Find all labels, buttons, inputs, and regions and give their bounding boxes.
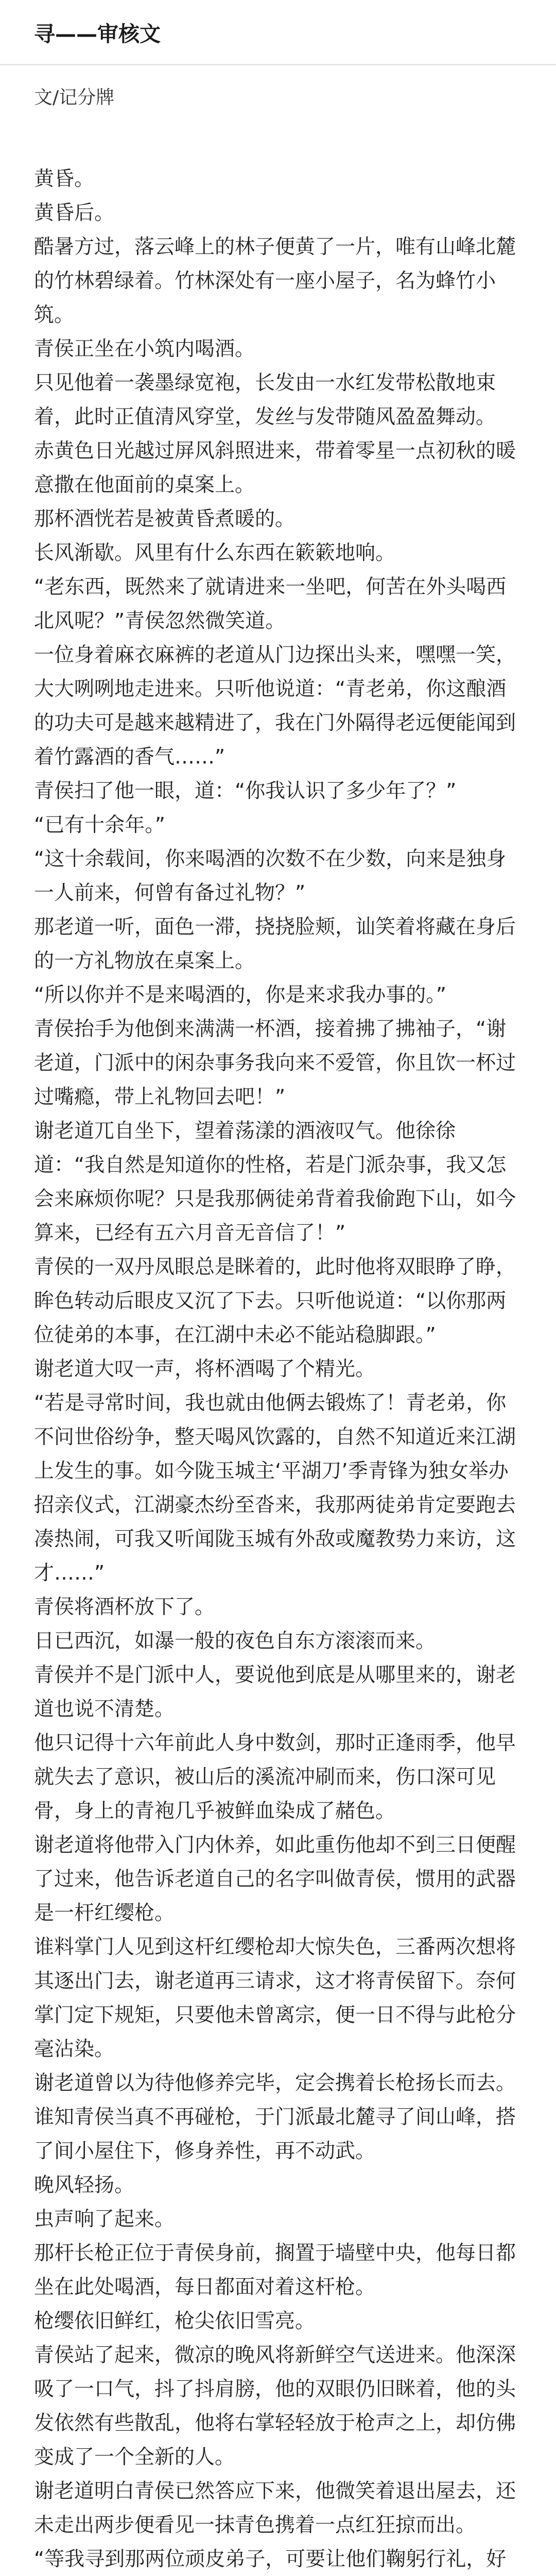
article-title: 寻——审核文 (34, 21, 161, 46)
article-paragraph: “所以你并不是来喝酒的，你是来求我办事的。” (34, 984, 446, 1007)
article-paragraph: 只见他着一袭墨绿宽袍，长发由一水红发带松散地束着，此时正值清风穿堂，发丝与发带随风盈盈舞动。 (34, 371, 496, 429)
article-paragraph: 日已西沉，如瀑一般的夜色自东方滚滚而来。 (34, 1630, 436, 1653)
article-paragraph: 青侯并不是门派中人，要说他到底是从哪里来的，谢老道也说不清楚。 (34, 1664, 516, 1721)
article-paragraph: 酷暑方过，落云峰上的林子便黄了一片，唯有山峰北麓的竹林碧绿着。竹林深处有一座小屋子，名为蜂竹小筑。 (34, 235, 516, 327)
article-paragraph: 他只记得十六年前此人身中数剑，那时正逢雨季，他早就失去了意识，被山后的溪流冲刷而来，伤口深可见骨，身上的青袍几乎被鲜血染成了赭色。 (34, 1732, 516, 1823)
article-paragraph: “等我寻到那两位顽皮弟子，可要让他们鞠躬行礼，好 (34, 2548, 507, 2571)
author-byline: 文/记分牌 (34, 87, 115, 108)
article-paragraph: “若是寻常时间，我也就由他俩去锻炼了！青老弟，你不问世俗纷争，整天喝风饮露的，自然不知道近来江湖上发生的事。如今陇玉城主‘平湖刀’季青锋为独女举办招亲仪式，江湖豪杰纷至沓来，我那两徒弟肯定要跑去凑热闹，可我又听闻陇玉城有外敌或魔教势力来访，这才……” (34, 1392, 516, 1585)
article-paragraph: 那杯酒恍若是被黄昏煮暖的。 (34, 507, 296, 531)
article-paragraph: 虫声响了起来。 (34, 2208, 175, 2231)
article-paragraph: 谢老道明白青侯已然答应下来，他微笑着退出屋去，还未走出两步便看见一抹青色携着一点红狂掠而出。 (34, 2480, 516, 2537)
article-paragraph: 那老道一听，面色一滞，挠挠脸颊，讪笑着将藏在身后的一方礼物放在桌案上。 (34, 916, 516, 973)
article-paragraph: 青侯的一双丹凤眼总是眯着的，此时他将双眼睁了睁，眸色转动后眼皮又沉了下去。只听他说道：“以你那两位徒弟的本事，在江湖中未必不能站稳脚跟。” (34, 1256, 516, 1347)
article-paragraph: 赤黄色日光越过屏风斜照进来，带着零星一点初秋的暖意撒在他面前的桌案上。 (34, 439, 516, 497)
article-paragraph: 晚风轻扬。 (34, 2174, 135, 2197)
article-paragraph: 青侯扫了他一眼，道：“你我认识了多少年了？” (34, 779, 457, 803)
article-paragraph: 青侯将酒杯放下了。 (34, 1596, 215, 1619)
article-paragraph: “这十余载间，你来喝酒的次数不在少数，向来是独身一人前来，何曾有备过礼物？” (34, 848, 507, 905)
article-paragraph: “老东西，既然来了就请进来一坐吧，何苦在外头喝西北风呢？”青侯忽然微笑道。 (34, 575, 507, 633)
article-paragraph: 谢老道大叹一声，将杯酒喝了个精光。 (34, 1358, 376, 1381)
article-paragraph: 一位身着麻衣麻裤的老道从门边探出头来，嘿嘿一笑，大大咧咧地走进来。只听他说道：“青老弟，你这酿酒的功夫可是越来越精进了，我在门外隔得老远便能闻到着竹露酒的香气……” (34, 643, 516, 769)
article-paragraph: 黄昏。 (34, 167, 95, 191)
byline-row (0, 65, 556, 126)
article-paragraph: 谢老道将他带入门内休养，如此重伤他却不到三日便醒了过来，他告诉老道自己的名字叫做青侯，惯用的武器是一杆红缨枪。 (34, 1834, 516, 1925)
article-paragraph: 枪缨依旧鲜红，枪尖依旧雪亮。 (34, 2310, 316, 2333)
article-body (0, 126, 556, 2576)
article-header (0, 0, 556, 64)
article-paragraph: 长风渐歇。风里有什么东西在簌簌地响。 (34, 541, 396, 565)
article-paragraph: 那杆长枪正位于青侯身前，搁置于墙壁中央，他每日都坐在此处喝酒，每日都面对着这杆枪。 (34, 2242, 516, 2299)
article-paragraph: 青侯正坐在小筑内喝酒。 (34, 337, 255, 361)
article-paragraph: 谁料掌门人见到这杆红缨枪却大惊失色，三番两次想将其逐出门去，谢老道再三请求，这才将青侯留下。奈何掌门定下规矩，只要他未曾离宗，便一日不得与此枪分毫沾染。 (34, 1936, 516, 2061)
article-paragraph: 青侯站了起来，微凉的晚风将新鲜空气送进来。他深深吸了一口气，抖了抖肩膀，他的双眼仍旧眯着，他的头发依然有些散乱，他将右掌轻轻放于枪声之上，却仿佛变成了一个全新的人。 (34, 2344, 516, 2469)
article-paragraph: 谢老道曾以为待他修养完毕，定会携着长枪扬长而去。谁知青侯当真不再碰枪，于门派最北麓寻了间山峰，搭了间小屋住下，修身养性，再不动武。 (34, 2072, 516, 2163)
article-paragraph: “已有十余年。” (34, 814, 165, 837)
article-paragraph: 谢老道兀自坐下，望着荡漾的酒液叹气。他徐徐道：“我自然是知道你的性格，若是门派杂事，我又怎会来麻烦你呢？只是我那俩徒弟背着我偷跑下山，如今算来，已经有五六月音无音信了！” (34, 1120, 516, 1245)
article-paragraph: 黄昏后。 (34, 201, 115, 225)
article-paragraph: 青侯抬手为他倒来满满一杯酒，接着拂了拂袖子，“谢老道，门派中的闲杂事务我向来不爱管，你且饮一杯过过嘴瘾，带上礼物回去吧！” (34, 1018, 516, 1109)
